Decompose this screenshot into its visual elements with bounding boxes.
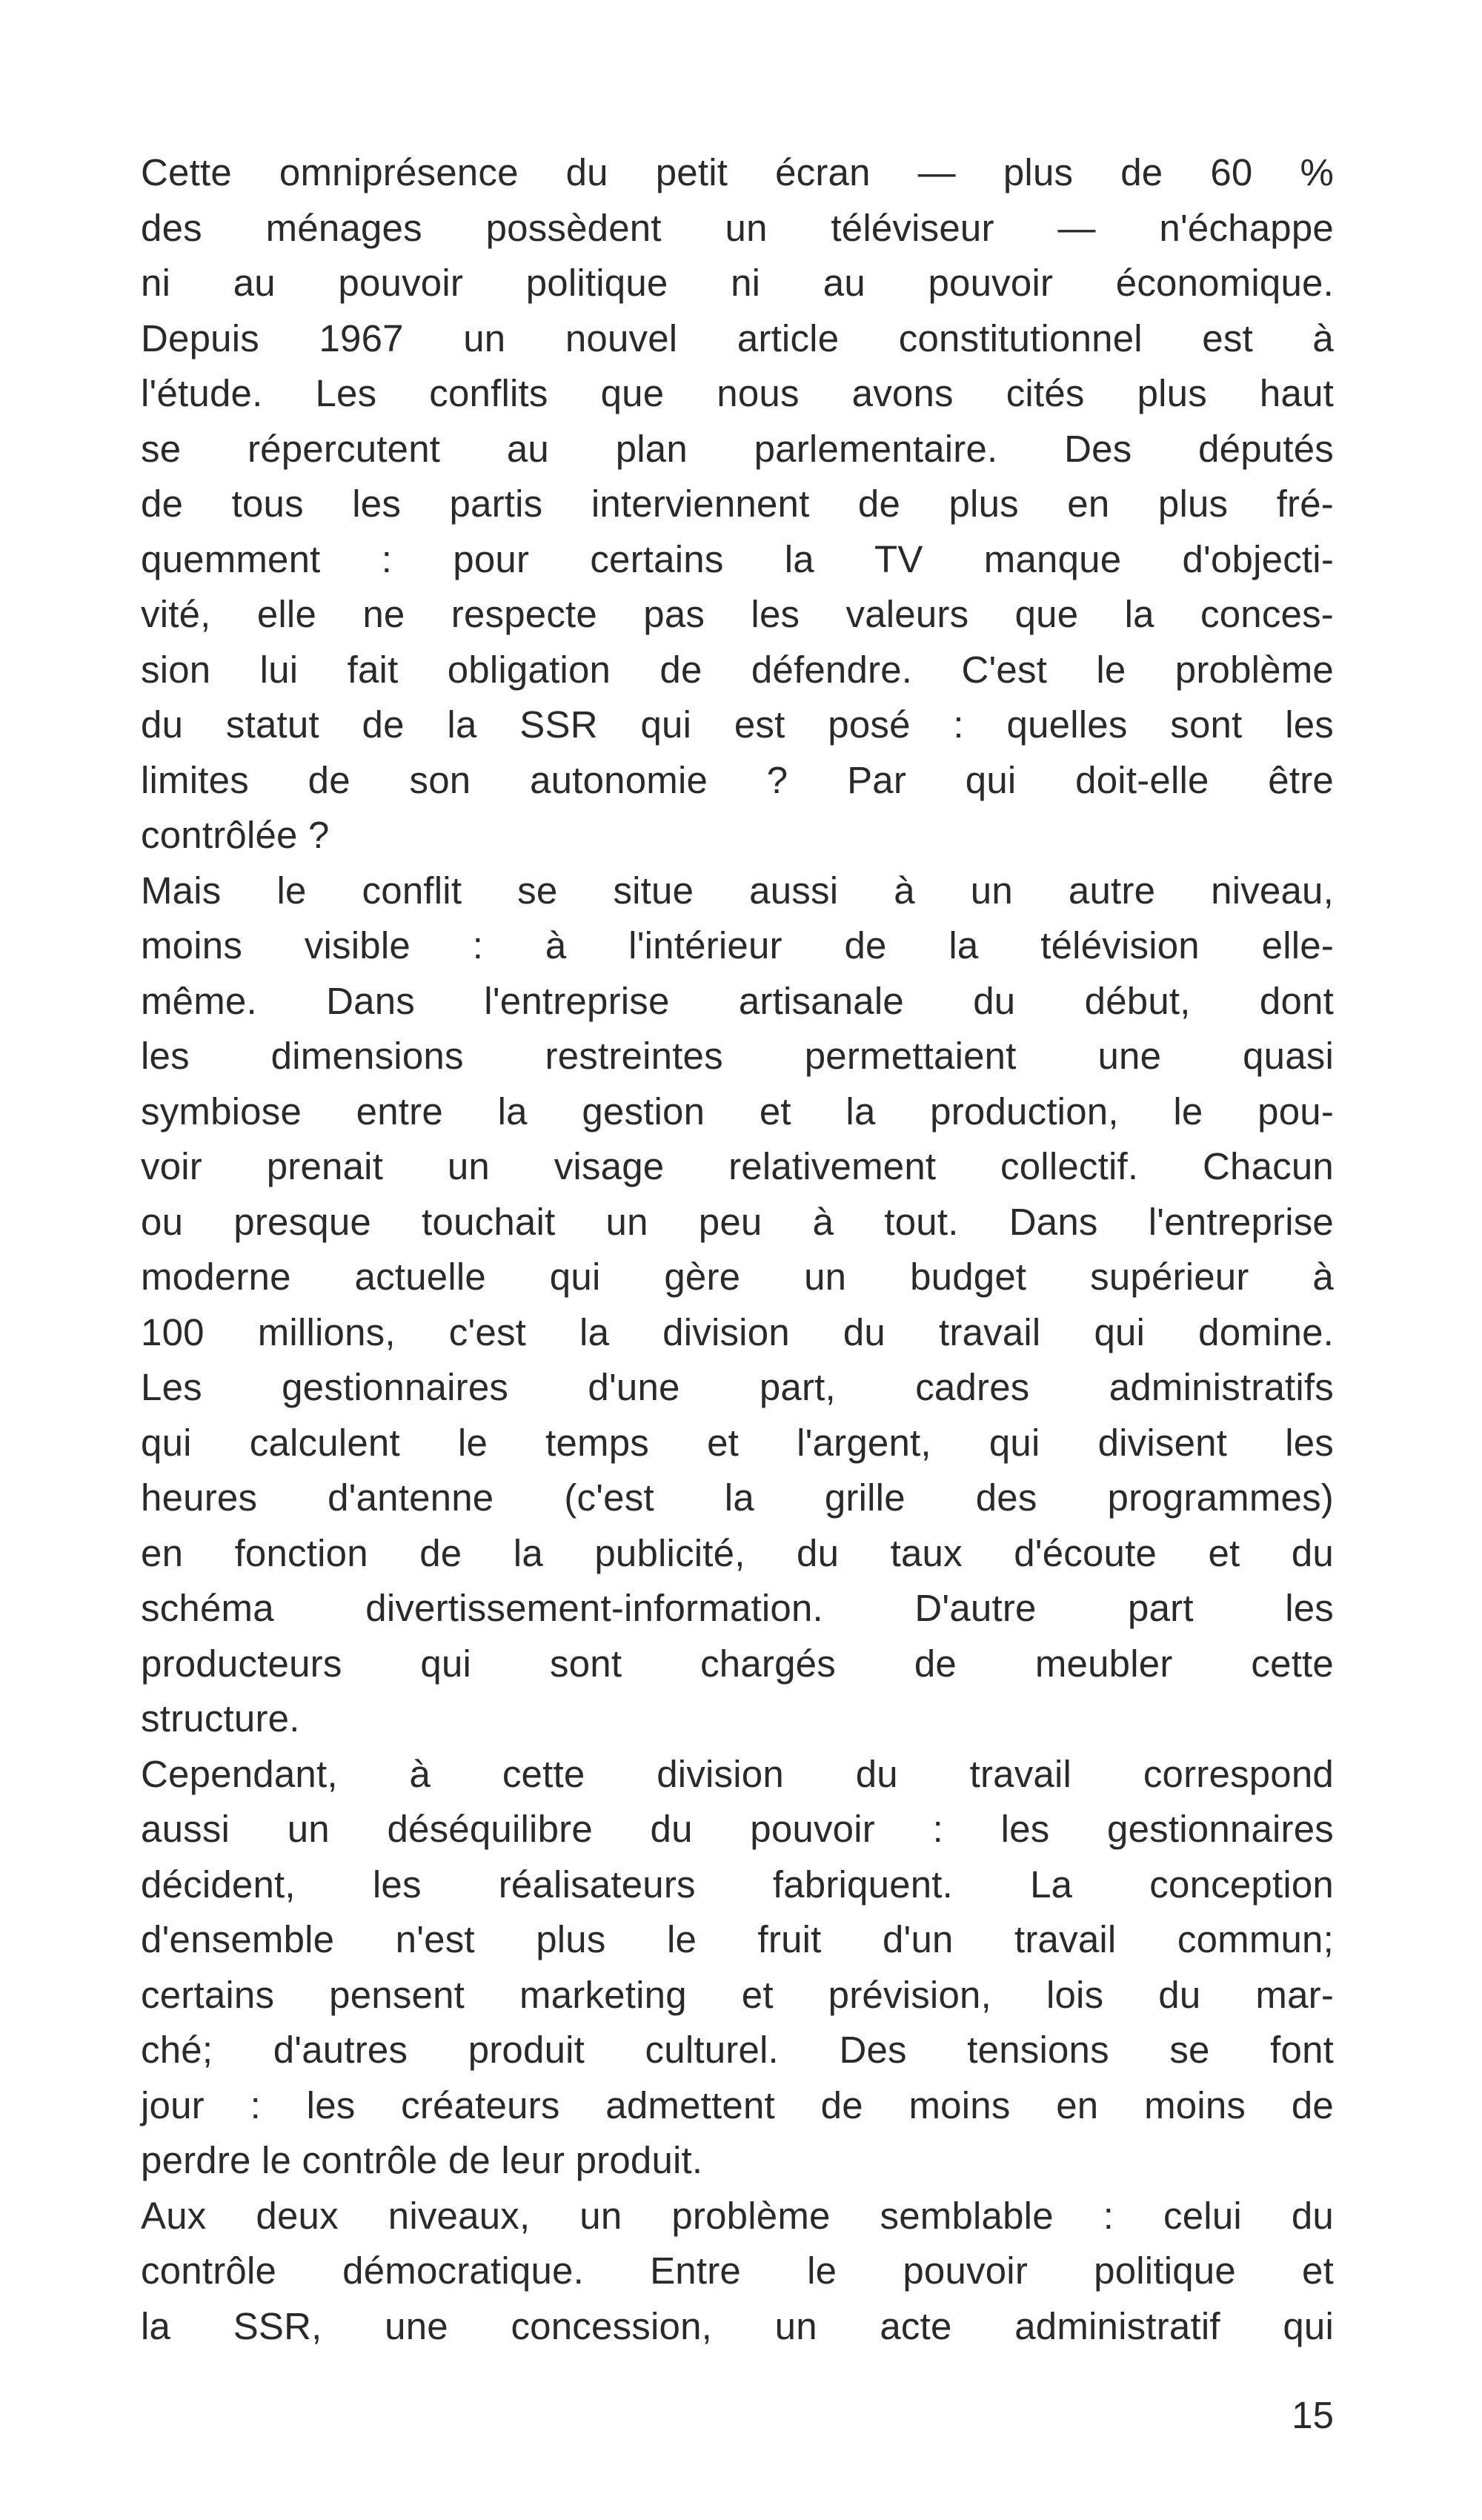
- text-line: structure.: [141, 1697, 300, 1740]
- text-line: schéma divertissement-information. D'autre part les: [141, 1587, 1334, 1629]
- text-line: quemment : pour certains la TV manque d'objecti-: [141, 537, 1334, 580]
- text-line: symbiose entre la gestion et la production, le pou-: [141, 1090, 1334, 1133]
- text-line: heures d'antenne (c'est la grille des programmes): [141, 1476, 1334, 1519]
- text-line: se répercutent au plan parlementaire. Des députés: [141, 427, 1334, 470]
- text-line: perdre le contrôle de leur produit.: [141, 2139, 703, 2181]
- text-line: contrôle démocratique. Entre le pouvoir politique et: [141, 2249, 1334, 2292]
- text-line: ou presque touchait un peu à tout. Dans l'entreprise: [141, 1200, 1334, 1243]
- text-line: du statut de la SSR qui est posé : quelles sont les: [141, 703, 1334, 746]
- text-line: certains pensent marketing et prévision, lois du mar-: [141, 1973, 1334, 2016]
- text-line: contrôlée ?: [141, 814, 330, 856]
- paragraph: [141, 145, 1334, 863]
- text-line: jour : les créateurs admettent de moins en moins de: [141, 2083, 1334, 2126]
- text-line: d'ensemble n'est plus le fruit d'un travail commun;: [141, 1918, 1334, 1960]
- text-line: producteurs qui sont chargés de meubler cette: [141, 1642, 1334, 1685]
- text-line: Aux deux niveaux, un problème semblable : celui du: [141, 2194, 1334, 2237]
- text-line: de tous les partis interviennent de plus en plus fré-: [141, 483, 1334, 525]
- text-line: Les gestionnaires d'une part, cadres administratifs: [141, 1366, 1334, 1408]
- text-line: en fonction de la publicité, du taux d'écoute et du: [141, 1531, 1334, 1574]
- paragraph: [141, 2189, 1334, 2355]
- page-number: 15: [1292, 2394, 1334, 2436]
- text-line: ni au pouvoir politique ni au pouvoir économique.: [141, 262, 1334, 304]
- text-line: 100 millions, c'est la division du travail qui domine.: [141, 1310, 1334, 1353]
- text-line: ché; d'autres produit culturel. Des tensions se font: [141, 2029, 1334, 2071]
- text-line: les dimensions restreintes permettaient une quasi: [141, 1035, 1334, 1077]
- text-line: la SSR, une concession, un acte administratif qui: [141, 2304, 1334, 2347]
- text-line: limites de son autonomie ? Par qui doit-elle être: [141, 758, 1334, 801]
- text-line: Mais le conflit se situe aussi à un autre niveau,: [141, 869, 1334, 912]
- text-line: décident, les réalisateurs fabriquent. La conception: [141, 1863, 1334, 1906]
- text-line: qui calculent le temps et l'argent, qui divisent les: [141, 1421, 1334, 1464]
- text-line: Cette omniprésence du petit écran — plus de 60 %: [141, 151, 1334, 193]
- body-text: [141, 145, 1334, 2354]
- paragraph: [141, 863, 1334, 1747]
- text-line: des ménages possèdent un téléviseur — n'échappe: [141, 206, 1334, 249]
- text-line: aussi un déséquilibre du pouvoir : les gestionnaires: [141, 1808, 1334, 1850]
- text-line: sion lui fait obligation de défendre. C'est le problème: [141, 648, 1334, 691]
- text-line: Depuis 1967 un nouvel article constitutionnel est à: [141, 316, 1334, 359]
- text-line: voir prenait un visage relativement collectif. Chacun: [141, 1145, 1334, 1187]
- paragraph: [141, 1747, 1334, 2189]
- text-line: Cependant, à cette division du travail correspond: [141, 1752, 1334, 1795]
- text-line: moderne actuelle qui gère un budget supérieur à: [141, 1256, 1334, 1298]
- text-line: même. Dans l'entreprise artisanale du début, dont: [141, 979, 1334, 1022]
- text-line: l'étude. Les conflits que nous avons cités plus haut: [141, 372, 1334, 414]
- text-line: vité, elle ne respecte pas les valeurs que la conces-: [141, 593, 1334, 635]
- text-line: moins visible : à l'intérieur de la télévision elle-: [141, 924, 1334, 966]
